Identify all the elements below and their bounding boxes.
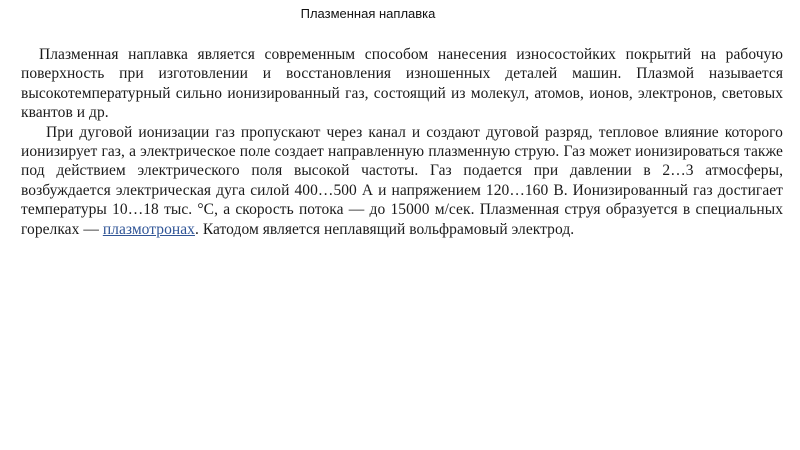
paragraph-text-before-link: При дуговой ионизации газ пропускают через канал и создают дуговой разряд, тепловое влияние которого ионизирует газ, а электрическое поле создает направленную плазменную струю. Газ может ионизироваться также под действием электрического поля высокой частоты. Газ подается при давлении в 2…3 атмосферы, возбуждается электрическая дуга силой 400…500 А и напряжением 120…160 В. Ионизированный газ достигает температуры 10…18 тыс. °С, а скорость потока — до 15000 м/сек. Плазменная струя образуется в специальных горелках — xyxy=(21,123,783,238)
document-body xyxy=(21,45,783,239)
plasmatron-link[interactable]: плазмотронах xyxy=(102,220,195,238)
slide-title: Плазменная наплавка xyxy=(300,6,436,21)
paragraph-definition: Плазменная наплавка является современным способом нанесения износостойких покрытий на рабочую поверхность при изготовлении и восстановления изношенных деталей машин. Плазмой называется высокотемпературный сильно ионизированный газ, состоящий из молекул, атомов, ионов, электронов, световых квантов и др. xyxy=(21,46,783,122)
paragraph-arc-ionization xyxy=(21,123,783,239)
paragraph-text-after-link: . Катодом является неплавящий вольфрамовый электрод. xyxy=(194,220,575,238)
